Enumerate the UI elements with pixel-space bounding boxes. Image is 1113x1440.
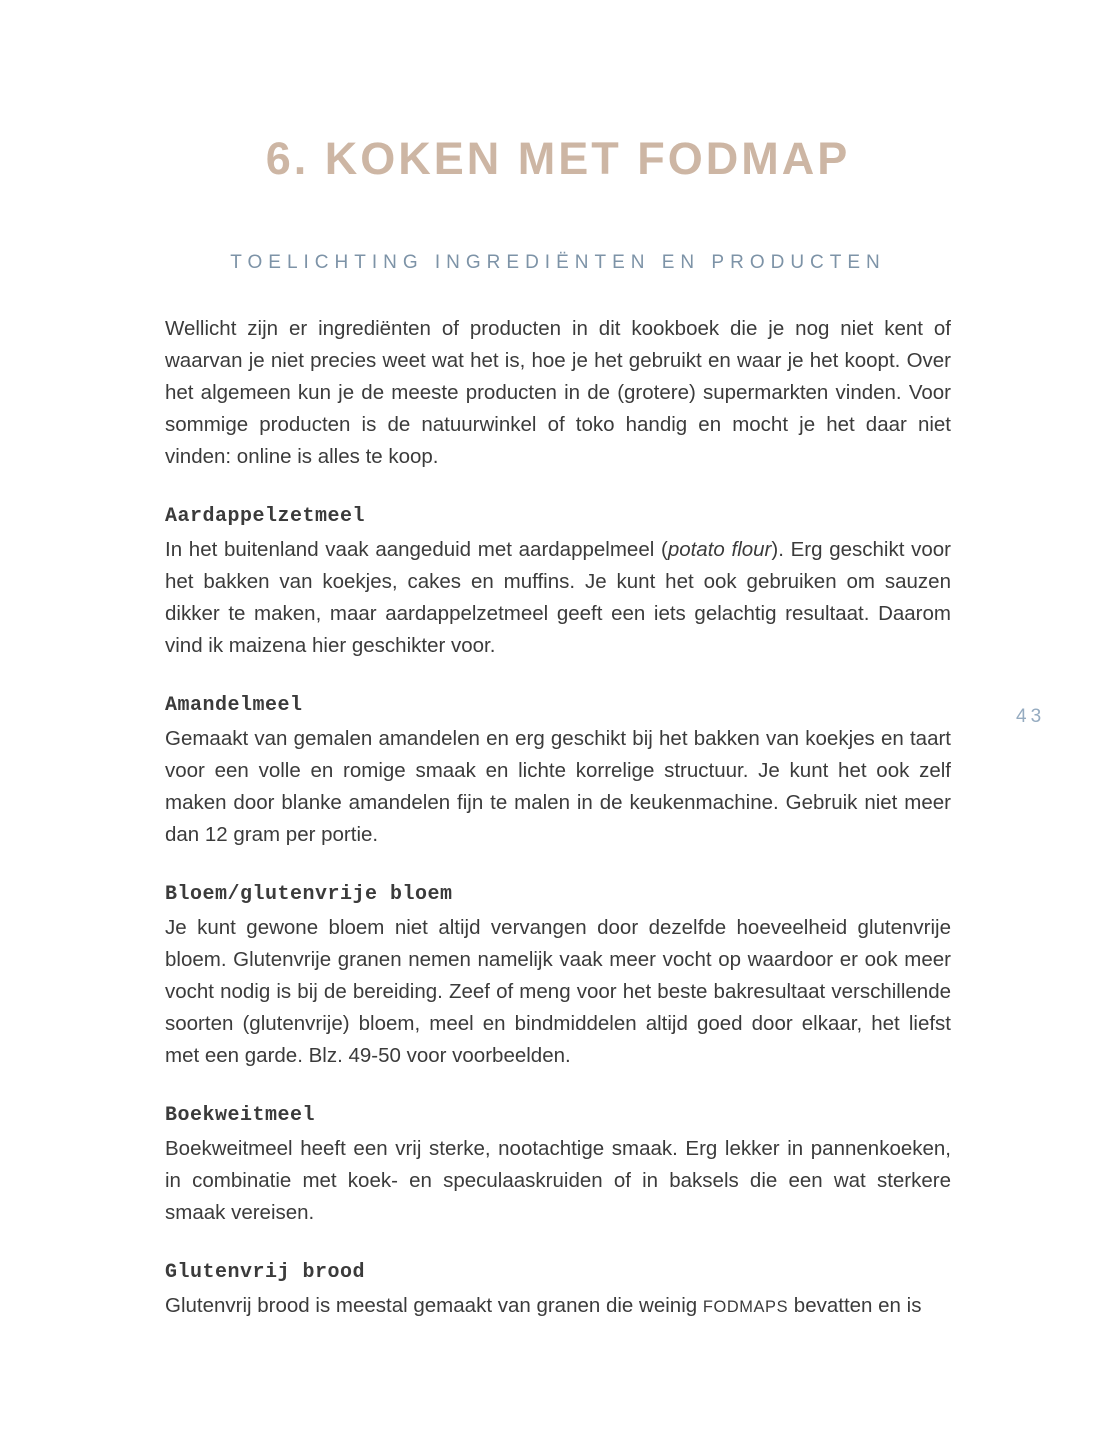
section-paragraph xyxy=(165,1290,951,1323)
text-segment: ). Erg geschikt voor het bakken van koekjes, cakes en muffins. Je kunt het ook gebruiken om sauzen dikker te maken, maar aardappelzetmeel geeft een iets gelachtig resultaat. Daarom vind ik maizena hier geschikter voor. xyxy=(165,537,951,657)
section-heading: Amandelmeel xyxy=(165,693,303,717)
page-subtitle: TOELICHTING INGREDIËNTEN EN PRODUCTEN xyxy=(230,252,886,273)
section-heading: Bloem/glutenvrije bloem xyxy=(165,882,453,906)
section-paragraph xyxy=(165,1133,951,1229)
page-number: 43 xyxy=(1016,706,1046,727)
text-segment-italic: potato flour xyxy=(667,537,772,561)
section-paragraph xyxy=(165,912,951,1072)
chapter-title: 6. KOKEN MET FODMAP xyxy=(265,133,851,184)
ingredient-sections xyxy=(165,503,951,1323)
text-segment: In het buitenland vaak aangeduid met aardappelmeel ( xyxy=(165,537,668,561)
section-heading: Glutenvrij brood xyxy=(165,1260,366,1284)
section-heading: Aardappelzetmeel xyxy=(165,504,366,528)
ingredient-section xyxy=(165,881,951,1072)
text-segment: bevatten en is xyxy=(788,1293,922,1317)
text-column xyxy=(165,0,951,1323)
section-heading: Boekweitmeel xyxy=(165,1103,316,1127)
ingredient-section xyxy=(165,1102,951,1229)
ingredient-section xyxy=(165,503,951,662)
text-segment: Je kunt gewone bloem niet altijd vervangen door dezelfde hoeveelheid glutenvrije bloem. Glutenvrije granen nemen namelijk vaak meer vocht op waardoor er ook meer vocht nodig is bij de bereiding. Zeef of meng voor het beste bakresultaat verschillende soorten (glutenvrije) bloem, meel en bindmiddelen altijd goed door elkaar, het liefst met een garde. Blz. 49-50 voor voorbeelden. xyxy=(165,915,951,1067)
text-segment: Gemaakt van gemalen amandelen en erg geschikt bij het bakken van koekjes en taart voor een volle en romige smaak en lichte korrelige structuur. Je kunt het ook zelf maken door blanke amandelen fijn te malen in de keukenmachine. Gebruik niet meer dan 12 gram per portie. xyxy=(165,726,951,846)
ingredient-section xyxy=(165,692,951,851)
text-segment: Boekweitmeel heeft een vrij sterke, nootachtige smaak. Erg lekker in pannenkoeken, in combinatie met koek- en speculaaskruiden of in baksels die een wat sterkere smaak vereisen. xyxy=(165,1136,951,1224)
text-segment: Glutenvrij brood is meestal gemaakt van granen die weinig xyxy=(165,1293,703,1317)
text-segment-smallcaps: FODMAPS xyxy=(702,1297,789,1316)
section-paragraph xyxy=(165,723,951,851)
intro-paragraph: Wellicht zijn er ingrediënten of producten in dit kookboek die je nog niet kent of waarvan je niet precies weet wat het is, hoe je het gebruikt en waar je het koopt. Over het algemeen kun je de meeste producten in de (grotere) supermarkten vinden. Voor sommige producten is de natuurwinkel of toko handig en mocht je het daar niet vinden: online is alles te koop. xyxy=(165,316,951,468)
ingredient-section xyxy=(165,1259,951,1323)
section-paragraph xyxy=(165,534,951,662)
